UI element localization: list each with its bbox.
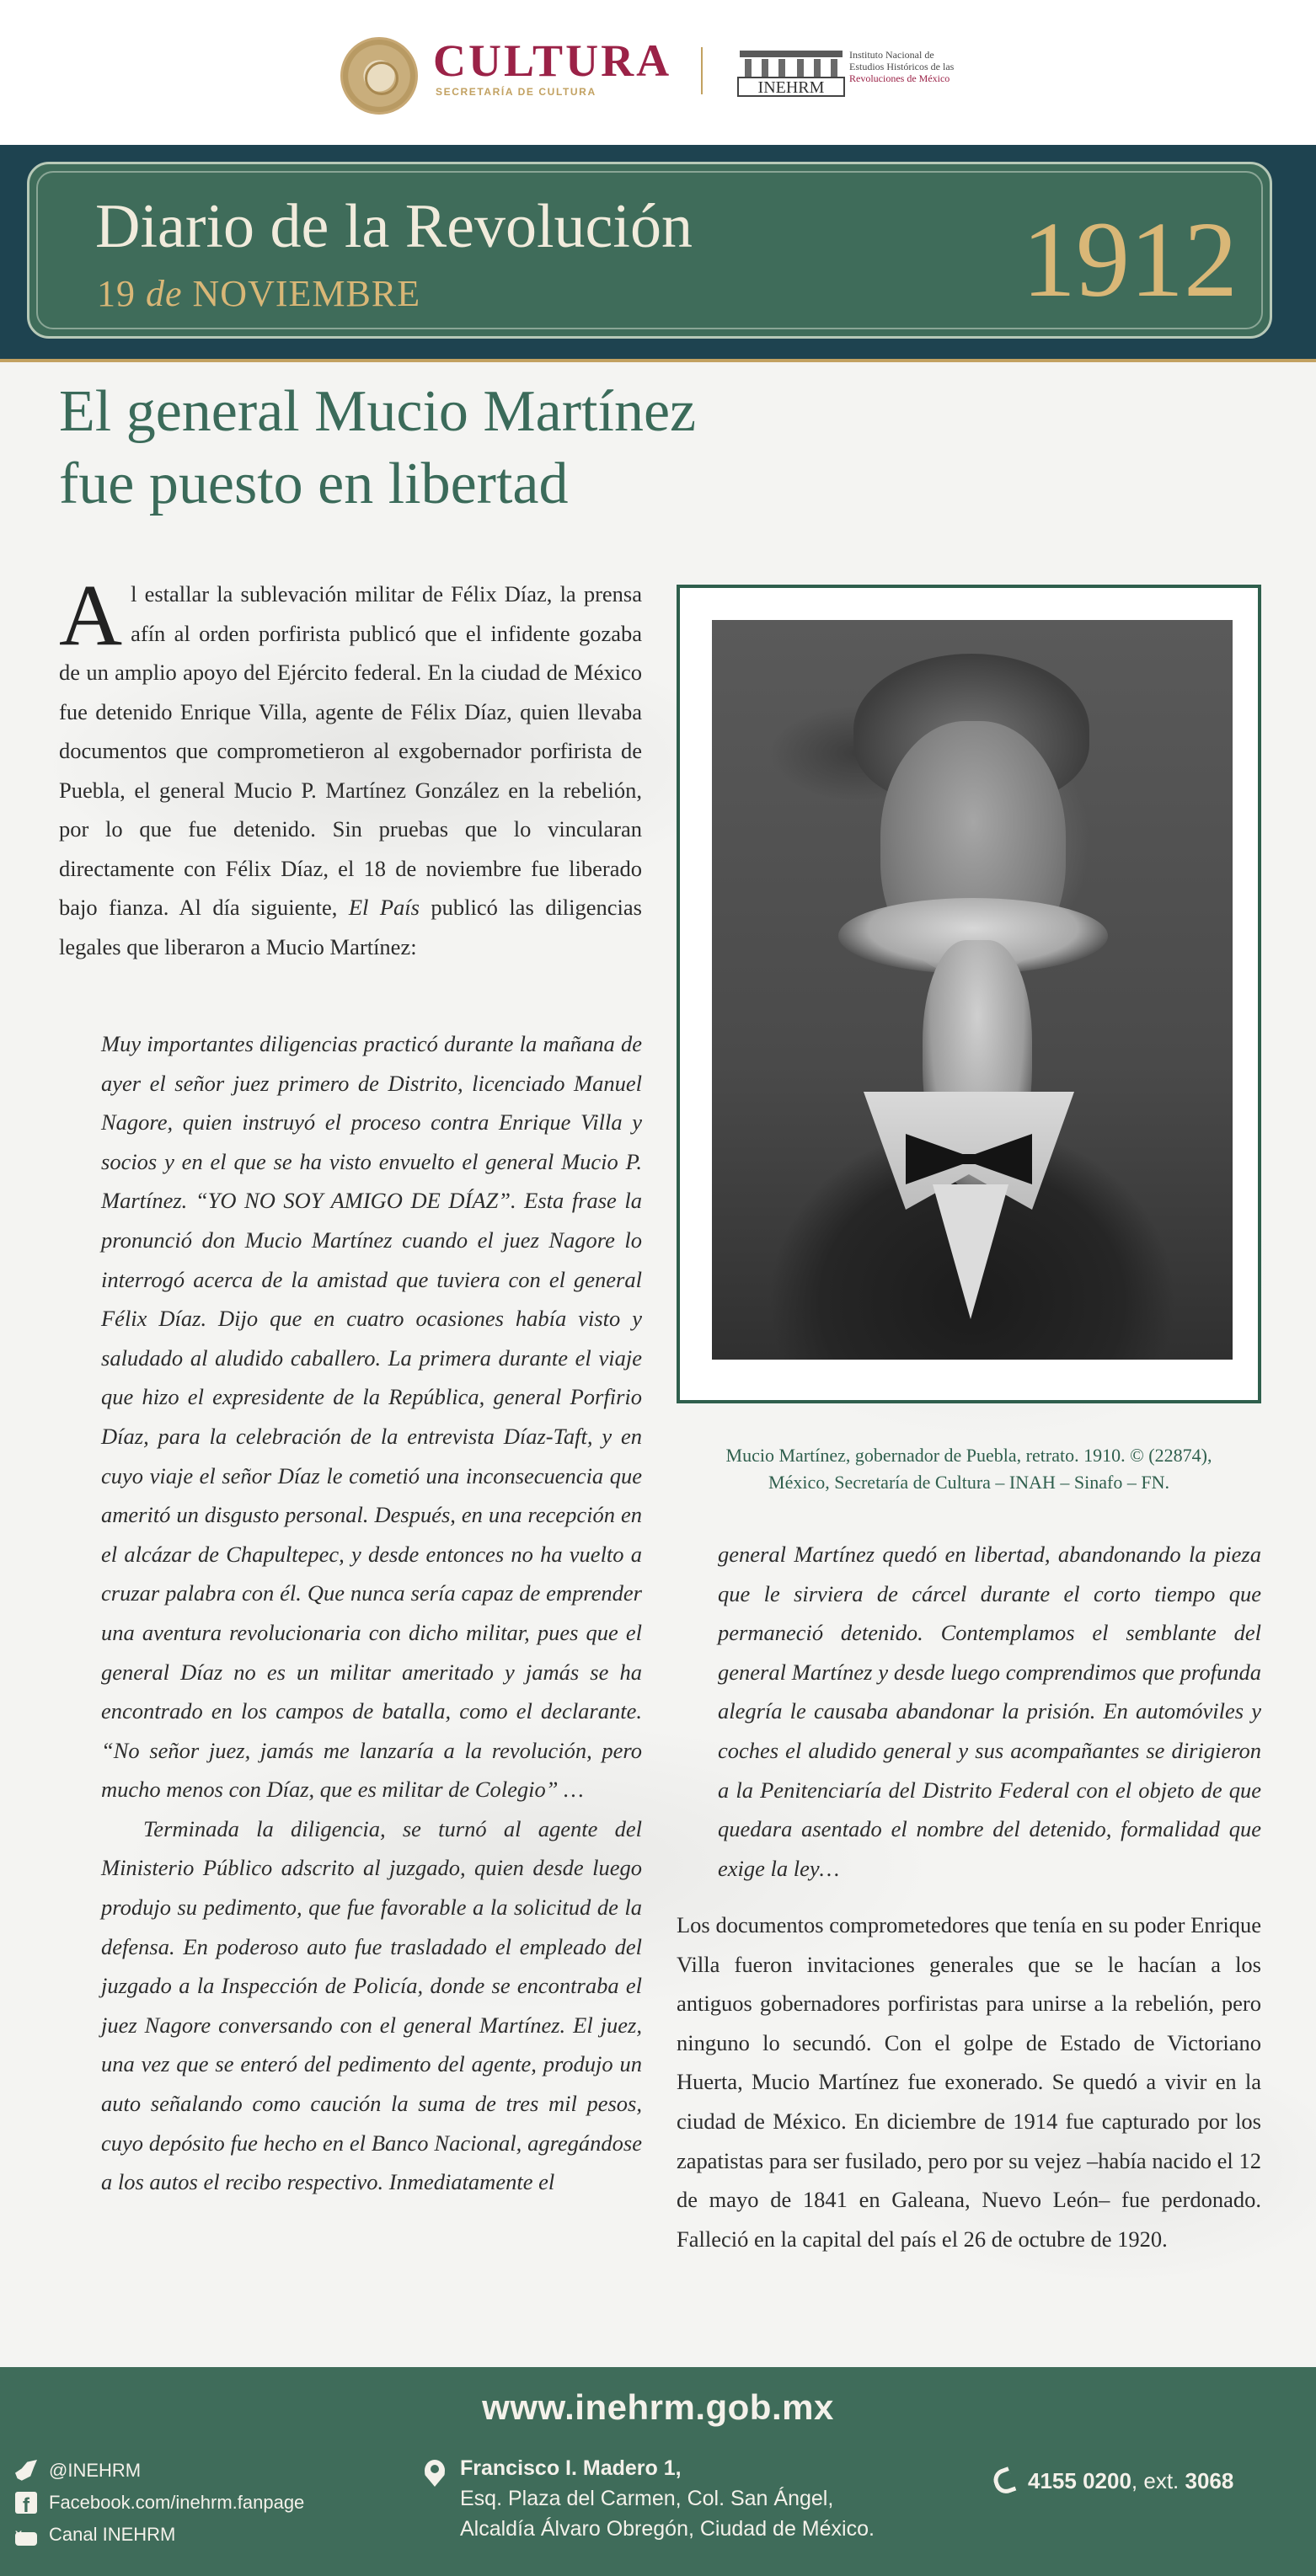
inehrm-mark: INEHRM [757, 78, 825, 97]
quote-paragraph-3: general Martínez quedó en libertad, abandonando la pieza que le sirviera de cárcel durante el corto tiempo que permaneció detenido. Contemplamos el semblante del general Martínez y desde luego comprendimos que profunda alegría le causaba abandonar la prisión. En automóviles y coches el aludido general y sus acompañantes se dirigieron a la Penitenciaría del Distrito Federal con el objeto de que quedara asentado el nombre del detenido, formalidad que exige la ley… [718, 1542, 1261, 1881]
caption-line-2: México, Secretaría de Cultura – INAH – Sinafo – FN. [768, 1472, 1169, 1493]
headline-line-2: fue puesto en libertad [59, 452, 569, 516]
portrait-frame [677, 585, 1261, 1403]
closing-paragraph: Los documentos comprometedores que tenía en su poder Enrique Villa fueron invitaciones generales que se le hacían a los antiguos gobernadores porfiristas para unirse a la rebelión, pero ninguno lo secundó. Con el golpe de Estado de Victoriano Huerta, Mucio Martínez fue exonerado. Se quedó a vivir en la ciudad de México. En diciembre de 1914 fue capturado por los zapatistas para ser fusilado, pero por su vejez –había nacido el 12 de mayo de 1841 en Galeana, Nuevo León– fue perdonado. Falleció en la capital del país el 26 de octubre de 1920. [677, 1912, 1261, 2252]
portrait-caption [674, 1442, 1264, 1496]
quote-paragraph-2: Terminada la diligencia, se turnó al agente del Ministerio Público adscrito al juzgado, quien desde luego produjo su pedimento, que fue favorable a la solicitud de la defensa. En poderoso auto fue trasladado el empleado del juzgado a la Inspección de Policía, donde se encontraba el juez Nagore conversando con el general Martínez. El juez, una vez que se enteró del pedimento del agente, produjo un auto señalando como caución la suma de tres mil pesos, cuyo depósito fue hecho en el Banco Nacional, agregándose a los autos el recibo respectivo. Inmediatamente el [101, 1815, 642, 2195]
intro-text-a: l estallar la sublevación militar de Félix Díaz, la prensa afín al orden porfirista publicó que el infidente gozaba de un amplio apoyo del Ejército federal. En la ciudad de México fue detenido Enrique Villa, agente de Félix Díaz, quien llevaba documentos que comprometieron al exgobernador porfirista de Puebla, el general Mucio P. Martínez González en la rebelión, por lo que fue detenido. Sin pruebas que lo vincularan directamente con Félix Díaz, el 18 de noviembre fue liberado bajo fianza. Al día siguiente, [59, 581, 642, 920]
diario-title: Diario de la Revolución [95, 192, 693, 261]
address-line-2: Esq. Plaza del Carmen, Col. San Ángel, [460, 2487, 834, 2510]
caption-line-1: Mucio Martínez, gobernador de Puebla, retrato. 1910. © (22874), [725, 1445, 1212, 1466]
inehrm-line-3: Revoluciones de México [849, 72, 950, 84]
article-closing [677, 1905, 1261, 2258]
logo-divider [701, 47, 703, 94]
address-line-3: Alcaldía Álvaro Obregón, Ciudad de México. [460, 2517, 875, 2541]
inehrm-line-2: Estudios Históricos de las [849, 61, 955, 72]
facebook-icon [15, 2492, 37, 2514]
cultura-logo-title: CULTURA [433, 35, 672, 86]
diario-year: 1912 [1022, 200, 1238, 319]
youtube-link[interactable] [15, 2519, 386, 2551]
address-street: Francisco I. Madero 1, [460, 2456, 682, 2480]
diario-date [97, 272, 420, 315]
date-day: 19 [97, 273, 136, 314]
social-links [15, 2455, 386, 2551]
portrait-shirt [933, 1184, 1008, 1319]
phone-icon [991, 2466, 1017, 2497]
youtube-channel: Canal INEHRM [49, 2524, 176, 2545]
quote-block-right [718, 1535, 1261, 1888]
headline-line-1: El general Mucio Martínez [59, 379, 697, 444]
header-plate [27, 162, 1272, 339]
intro-paragraph [59, 567, 642, 966]
header-gold-rule [0, 359, 1316, 362]
phone-extension: 3068 [1185, 2468, 1234, 2493]
footer-address [425, 2453, 964, 2544]
logo-bar [0, 0, 1316, 145]
drop-cap: A [59, 567, 123, 664]
twitter-handle: @INEHRM [49, 2460, 142, 2481]
facebook-link[interactable] [15, 2487, 386, 2519]
inehrm-name [849, 49, 1018, 84]
quote-block-left [101, 1024, 642, 2202]
article-intro [59, 567, 642, 966]
quote-paragraph-1: Muy importantes diligencias practicó durante la mañana de ayer el señor juez primero de Distrito, licenciado Manuel Nagore, quien instruyó el proceso contra Enrique Villa y socios y en el que se ha visto envuelto el general Mucio P. Martínez. “YO NO SOY AMIGO DE DÍAZ”. Esta frase la pronunció don Mucio Martínez cuando el juez Nagore lo interrogó acerca de la amistad que tuviera con el general Félix Díaz. Dijo que en cuatro ocasiones había visto y saludado al aludido caballero. La primera durante el viaje que hizo el expresidente de la República, general Porfirio Díaz, para la celebración de la entrevista Díaz-Taft, y en cuyo viaje el señor Díaz le cometió una inconsecuencia que ameritó un disgusto personal. Después, en una recepción en el alcázar de Chapultepec, y desde entonces no ha vuelto a cruzar palabra con él. Que nunca sería capaz de emprender una aventura revolucionaria con dicho militar, pues que el general Díaz no es un militar ameritado y jamás se ha encontrado en los campos de batalla, como el declarante. “No señor juez, jamás me lanzaría a la revolución, pero mucho menos con Díaz, que es militar de Colegio” … [101, 1031, 642, 1803]
header-band [0, 145, 1316, 362]
footer [0, 2367, 1316, 2576]
article-headline [59, 376, 901, 521]
footer-phone[interactable] [994, 2468, 1297, 2494]
footer-website-link[interactable]: www.inehrm.gob.mx [482, 2387, 834, 2427]
inehrm-building-icon [736, 45, 846, 98]
intro-newspaper-name: El País [348, 895, 420, 920]
twitter-icon [15, 2460, 37, 2482]
location-pin-icon [425, 2460, 445, 2487]
national-seal-icon [340, 37, 418, 115]
twitter-link[interactable] [15, 2455, 386, 2487]
cultura-logo-subtitle: SECRETARÍA DE CULTURA [436, 86, 596, 98]
youtube-icon [15, 2524, 37, 2546]
date-month: NOVIEMBRE [192, 273, 421, 314]
phone-number: 4155 0200 [1028, 2468, 1131, 2493]
intro-text-b: publicó las diligencias legales que liberaron a Mucio Martínez: [59, 895, 642, 959]
phone-ext-label: , ext. [1131, 2468, 1185, 2493]
inehrm-line-1: Instituto Nacional de [849, 49, 934, 61]
date-de: de [146, 273, 183, 314]
facebook-url: Facebook.com/inehrm.fanpage [49, 2492, 305, 2513]
portrait-photo [712, 620, 1233, 1360]
